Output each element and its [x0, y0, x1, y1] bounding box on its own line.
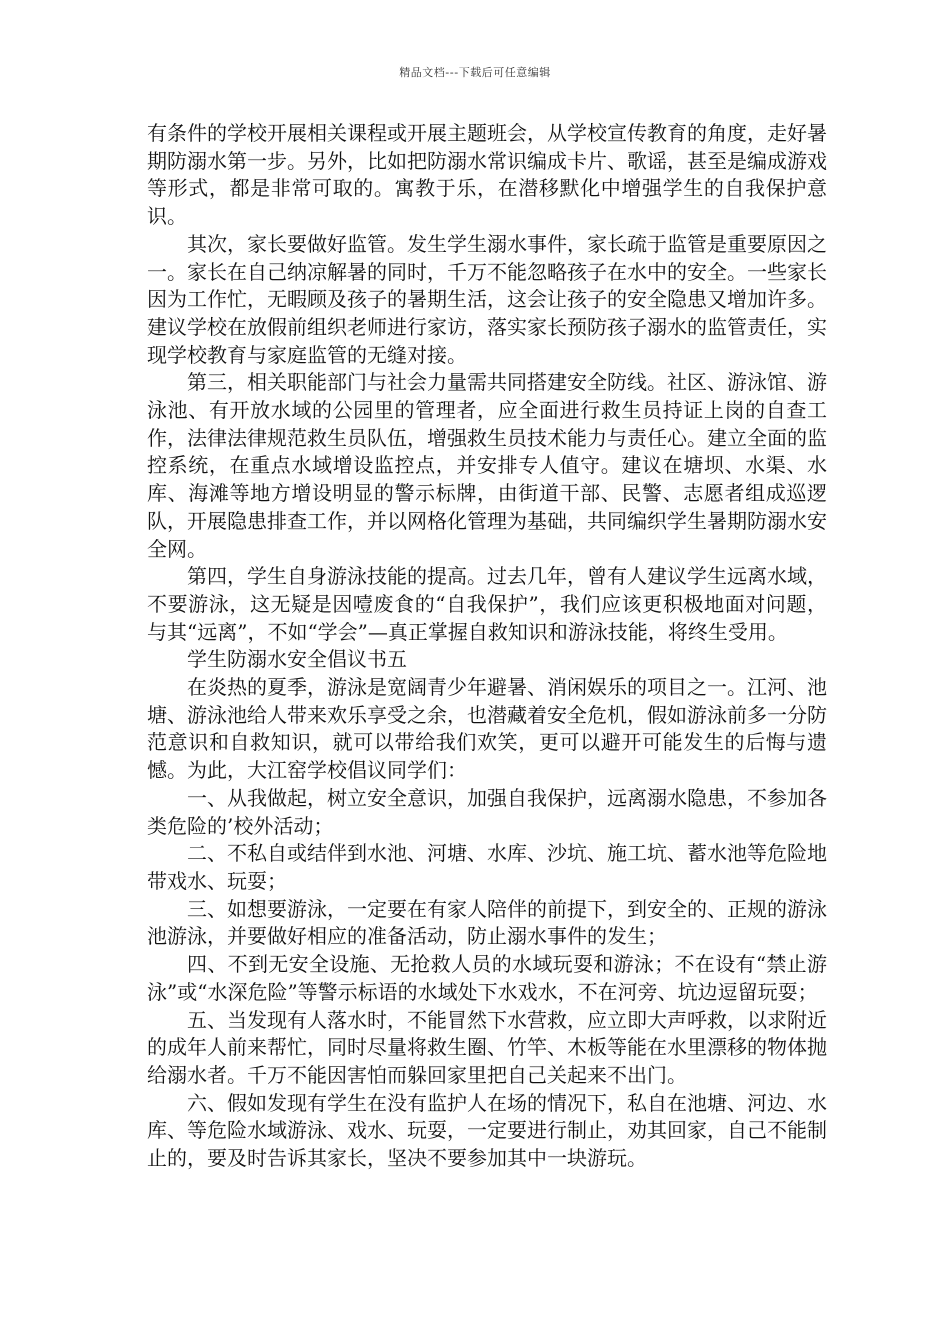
- paragraph-1: 有条件的学校开展相关课程或开展主题班会，从学校宣传教育的角度，走好暑期防溺水第一步。另外，比如把防溺水常识编成卡片、歌谣，甚至是编成游戏等形式，都是非常可取的。寓教于乐，在潜移默化中增强学生的自我保护意识。: [147, 121, 827, 229]
- item-4: 四、不到无安全设施、无抢救人员的水域玩耍和游泳；不在设有“禁止游泳”或“水深危险”等警示标语的水域处下水戏水，不在河旁、坑边逗留玩耍；: [147, 952, 827, 1004]
- document-body: [147, 120, 827, 1173]
- item-2: 二、不私自或结伴到水池、河塘、水库、沙坑、施工坑、蓄水池等危险地带戏水、玩耍；: [147, 841, 827, 893]
- paragraph-2: 其次，家长要做好监管。发生学生溺水事件，家长疏于监管是重要原因之一。家长在自己纳凉解暑的同时，千万不能忽略孩子在水中的安全。一些家长因为工作忙，无暇顾及孩子的暑期生活，这会让孩子的安全隐患又增加许多。建议学校在放假前组织老师进行家访，落实家长预防孩子溺水的监管责任，实现学校教育与家庭监管的无缝对接。: [147, 231, 827, 367]
- item-5: 五、当发现有人落水时，不能冒然下水营救，应立即大声呼救，以求附近的成年人前来帮忙，同时尽量将救生圈、竹竿、木板等能在水里漂移的物体抛给溺水者。千万不能因害怕而躲回家里把自己关起来不出门。: [147, 1007, 827, 1087]
- paragraph-4: 第四，学生自身游泳技能的提高。过去几年，曾有人建议学生远离水域，不要游泳，这无疑是因噎废食的“自我保护”，我们应该更积极地面对问题，与其“远离”，不如“学会”—真正掌握自救知识和游泳技能，将终生受用。: [147, 564, 827, 644]
- item-1: 一、从我做起，树立安全意识，加强自我保护，远离溺水隐患，不参加各类危险的’校外活动；: [147, 785, 827, 838]
- paragraph-intro: 在炎热的夏季，游泳是宽阔青少年避暑、消闲娱乐的项目之一。江河、池塘、游泳池给人带来欢乐享受之余，也潜藏着安全危机，假如游泳前多一分防范意识和自救知识，就可以带给我们欢笑，更可以避开可能发生的后悔与遗憾。为此，大江窑学校倡议同学们：: [147, 675, 827, 783]
- page-header: 精品文档---下载后可任意编辑: [399, 66, 551, 79]
- paragraph-3: 第三，相关职能部门与社会力量需共同搭建安全防线。社区、游泳馆、游泳池、有开放水域的公园里的管理者，应全面进行救生员持证上岗的自查工作，法律法律规范救生员队伍，增强救生员技术能力与责任心。建立全面的监控系统，在重点水域增设监控点，并安排专人值守。建议在塘坝、水渠、水库、海滩等地方增设明显的警示标牌，由街道干部、民警、志愿者组成巡逻队，开展隐患排查工作，并以网格化管理为基础，共同编织学生暑期防溺水安全网。: [147, 370, 827, 561]
- section-title: 学生防溺水安全倡议书五: [187, 647, 407, 672]
- item-3: 三、如想要游泳，一定要在有家人陪伴的前提下，到安全的、正规的游泳池游泳，并要做好相应的准备活动，防止溺水事件的发生；: [147, 896, 827, 949]
- item-6: 六、假如发现有学生在没有监护人在场的情况下，私自在池塘、河边、水库、等危险水域游泳、戏水、玩耍，一定要进行制止，劝其回家，自己不能制止的，要及时告诉其家长，坚决不要参加其中一块游玩。: [147, 1090, 827, 1171]
